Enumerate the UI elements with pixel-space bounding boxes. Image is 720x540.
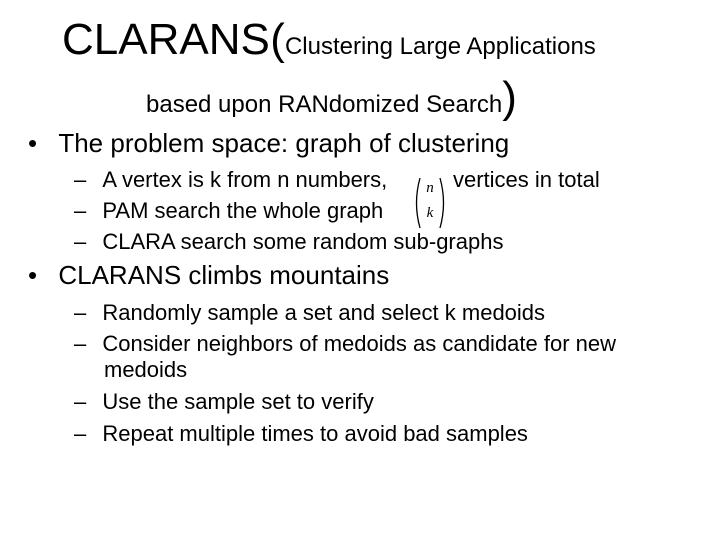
subitem-text: Repeat multiple times to avoid bad samples [102,421,528,446]
bullet-clarans-climbs [28,260,389,291]
title-expansion-line-2: based upon RANdomized Search [146,91,503,118]
binomial-coefficient [412,175,448,231]
subitem-text: PAM search the whole graph [102,198,384,223]
subitem-text-continuation: medoids [104,357,188,382]
subitem-clara [74,229,503,255]
subitem-text: CLARA search some random sub-graphs [102,229,504,254]
binomial-top: n [426,180,434,196]
bullet-problem-space [28,128,509,159]
bullet-dot: • [28,260,38,290]
bullet-text: CLARANS climbs mountains [58,260,390,290]
subitem-text: Randomly sample a set and select k medoids [102,300,546,325]
title-line-2 [146,73,517,122]
dash-marker: – [74,198,87,223]
title-close-paren: ) [502,73,517,122]
subitem-vertex-continued [453,167,600,193]
subitem-use-sample [74,389,374,415]
subitem-vertex [74,167,387,193]
dash-marker: – [74,167,87,192]
dash-marker: – [74,331,87,356]
binomial-bottom: k [426,205,434,221]
subitem-consider-neighbors-continuation [104,357,187,383]
subitem-text-before: A vertex is k from n numbers, [102,167,388,192]
title-acronym: CLARANS [62,15,270,64]
title-expansion-line-1: Clustering Large Applications [284,33,596,60]
dash-marker: – [74,421,87,446]
subitem-text-after: vertices in total [453,167,600,192]
dash-marker: – [74,300,87,325]
subitem-randomly-sample [74,300,545,326]
bullet-dot: • [28,128,38,158]
subitem-repeat [74,421,528,447]
title-open-paren: ( [270,15,285,64]
dash-marker: – [74,389,87,414]
dash-marker: – [74,229,87,254]
subitem-text: Use the sample set to verify [102,389,374,414]
title-line-1 [62,14,596,66]
subitem-text: Consider neighbors of medoids as candidate for new [102,331,617,356]
subitem-pam [74,198,383,224]
bullet-text: The problem space: graph of clustering [58,128,510,158]
subitem-consider-neighbors [74,331,616,357]
